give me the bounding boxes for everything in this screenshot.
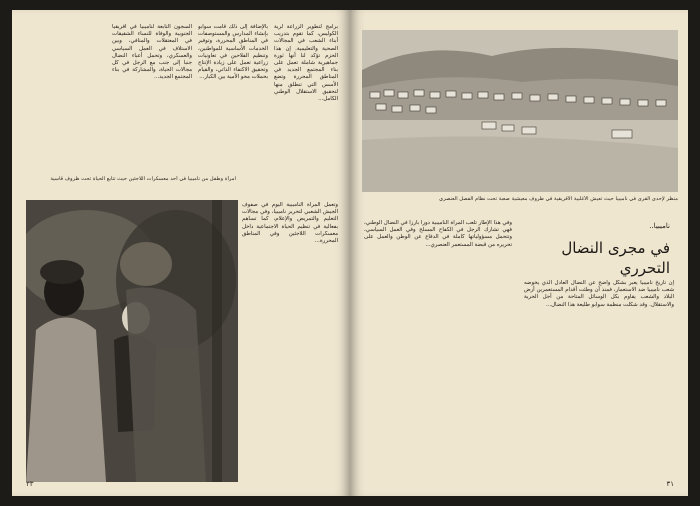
article-header (510, 222, 670, 278)
left-page-column-right: برامج لتطوير الزراعة لرية الكوليس، كما تقوم بتدريب أبناء الشعب في المجالات الصحية والتعليمية. إن هذا الحزم تؤكد لنا أنها ثورة جماهيرية شاملة تعمل على بناء المجتمع الجديد في المناطق المحررة وتضع الأسس التي تنطلق منها لتحقيق الاستقلال الوطني الكامل... (274, 24, 338, 103)
right-page-column-left: وفي هذا الإطار تلعب المرأة الناميبية دورا بارزا في النضال الوطني، فهي تشارك الرجل في الكفاح المسلح وفي العمل السياسي، وتتحمل مسؤولياتها كاملة في الدفاع عن الوطن والعمل على تحريره من قبضة المستعمر العنصري... (364, 220, 512, 248)
mother-child-photo (26, 200, 238, 482)
page-number-left: ٣٣ (26, 480, 34, 488)
left-page-column-middle: بالإضافة إلى ذلك قامت سوابو بإنشاء المدارس والمستوصفات في المناطق المحررة، وتوفير الخدمات الأساسية للمواطنين، وتنظيم الفلاحين في تعاونيات زراعية تعمل على زيادة الإنتاج وتحقيق الاكتفاء الذاتي، والقيام بحملات محو الأمية بين الكبار... (198, 24, 268, 81)
right-page (350, 10, 688, 496)
village-photo-art (362, 30, 678, 192)
right-page-column-right: إن تاريخ ناميبيا يعبر بشكل واضح عن النضال العادل الذي يخوضه شعب ناميبيا ضد الاستعمار، فمنذ أن وطئت أقدام المستعمرين أرض البلاد والشعب يقاوم بكل الوسائل المتاحة من أجل الحرية والاستقلال. وقد شكلت منظمة سوابو طليعة هذا النضال... (524, 280, 674, 308)
right-photo-caption: منظر لإحدى القرى في ناميبيا حيث تعيش الأغلبية الأفريقية في ظروف معيشية صعبة تحت نظام الفصل العنصري (439, 196, 678, 202)
village-photo (362, 30, 678, 192)
article-title: في مجرى النضال التحرري (561, 239, 670, 277)
left-page (12, 10, 350, 496)
article-kicker: ناميبيا.. (649, 222, 670, 230)
left-page-column-lower: وتعمل المرأة الناميبية اليوم في صفوف الجيش الشعبي لتحرير ناميبيا، وفي مجالات التعليم والتمريض والإعلام، كما تساهم بفعالية في تنظيم الحياة الاجتماعية داخل معسكرات اللاجئين وفي المناطق المحررة... (242, 202, 338, 245)
page-number-right: ٣١ (666, 480, 674, 488)
left-photo-caption: امرأة وطفل من ناميبيا في أحد معسكرات اللاجئين حيث تتابع الحياة تحت ظروف قاسية (50, 176, 236, 182)
mother-child-photo-art (26, 200, 238, 482)
left-page-column-left: السجون التابعة لناميبيا في أفريقيا الجنوبية والوفاة للنساء الشقيقات في المعتقلات والمنافي، وبين الاستلاف في العمل السياسي والعسكري، وتحمل أعباء النضال جنبا إلى جنب مع الرجل في كل مجالات الحياة، والمشاركة في بناء المجتمع الجديد... (112, 24, 192, 81)
magazine-spread (12, 10, 688, 496)
